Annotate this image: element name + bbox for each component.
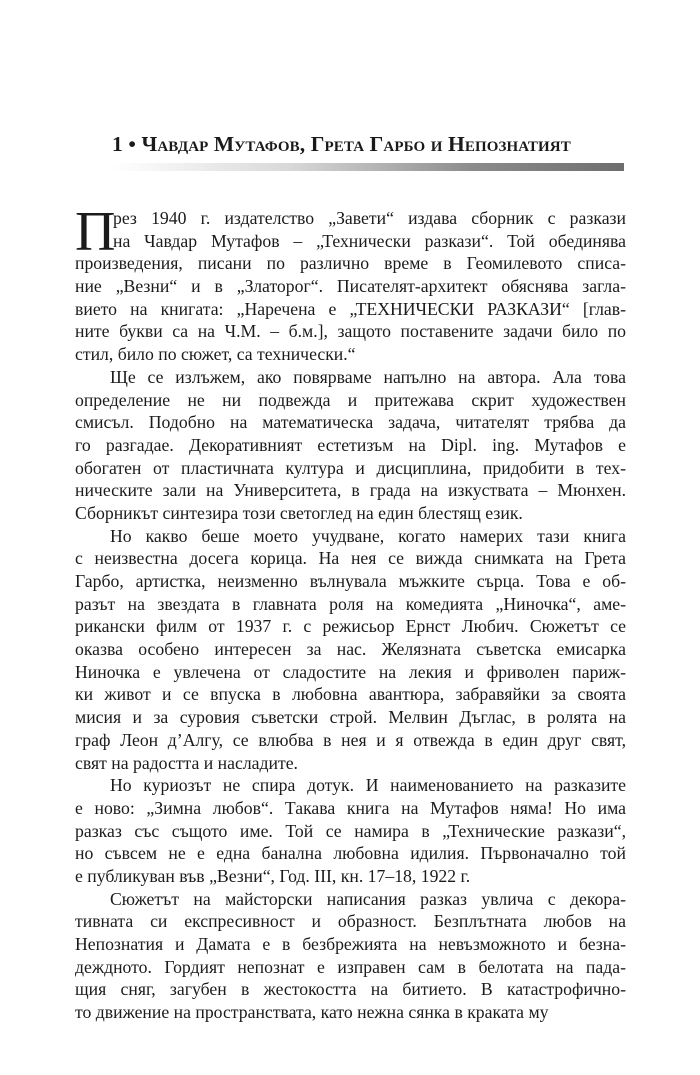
paragraph [75, 525, 626, 775]
text-line: Гарбо, артистка, неизменно вълнувала мъжките сърца. Това е об- [75, 571, 626, 591]
text-line: е ново: „Зимна любов“. Такава книга на Мутафов няма! Но има [75, 797, 626, 818]
chapter-title [112, 131, 624, 157]
text-line: с неизвестна досега корица. На нея се вижда снимката на Грета [75, 548, 626, 569]
text-line: разът на звездата в главната роля на комедията „Ниночка“, аме- [75, 593, 626, 614]
text-line: ническите зали на Университета, в града на изкуствата – Мюнхен. [75, 480, 626, 501]
text-line: произведения, писани по различно време в Геомилевото списа- [75, 253, 626, 274]
text-line: Ще се излъжем, ако повярваме напълно на автора. Ала това [110, 366, 626, 387]
text-line: деждното. Гордият непознат е изправен сам в белотата на пада- [75, 956, 626, 977]
text-line: щия сняг, загубен в жестокостта на битието. В катастрофично- [75, 979, 626, 1000]
paragraph [75, 774, 626, 887]
text-line: но съвсем не е една банална любовна идилия. Първоначално той [75, 843, 626, 864]
text-line: ните букви са на Ч.М. – б.м.], защото поставените задачи било по [75, 321, 626, 342]
text-line: на Чавдар Мутафов – „Технически разкази“. Той обединява [113, 230, 626, 251]
text-line: рез 1940 г. издателство „Завети“ издава сборник с разкази [113, 208, 626, 228]
body-text [75, 201, 626, 1024]
text-line: вието на книгата: „Наречена е „ТЕХНИЧЕСКИ РАЗКАЗИ“ [глав- [75, 298, 626, 319]
text-line: Сборникът синтезира този светоглед на един блестящ език. [75, 502, 523, 523]
text-line: оказва особено интересен за нас. Желязната съветска емисарка [75, 639, 626, 660]
text-line: мисия и за суровия съветски строй. Мелвин Дъглас, в ролята на [75, 707, 626, 728]
text-line: ки живот и се впуска в любовна авантюра, забравяйки за своята [75, 684, 626, 705]
text-line: ние „Везни“ и в „Златорог“. Писателят-архитект обяснява загла- [75, 276, 626, 297]
chapter-rule [112, 163, 624, 171]
paragraph [75, 366, 626, 525]
text-line: Но куриозът не спира дотук. И наименованието на разказите [110, 775, 626, 796]
paragraph [75, 201, 626, 366]
text-line: го разгадае. Декоративният естетизъм на Dipl. ing. Мутафов е [75, 434, 626, 455]
chapter-heading [112, 131, 624, 157]
text-line: тивната си експресивност и образност. Безплътната любов на [75, 911, 626, 932]
text-line: свят на радостта и насладите. [75, 752, 298, 773]
text-line: то движение на пространствата, като нежна сянка в краката му [75, 1002, 549, 1023]
paragraph [75, 888, 626, 1024]
text-line: обогатен от пластичната култура и дисциплина, придобити в тех- [75, 457, 626, 478]
chapter-bullet: • [128, 132, 136, 156]
text-line: Ниночка е увлечена от сладостите на лекия и фриволен париж- [75, 661, 626, 682]
chapter-number: 1 [112, 132, 123, 156]
text-line: стил, било по сюжет, са технически.“ [75, 344, 356, 365]
text-line: определение не ни подвежда и притежава скрит художествен [75, 389, 626, 410]
text-line: Непознатия и Дамата е в безбрежията на невъзможното и безна- [75, 934, 626, 954]
text-line: е публикуван във „Везни“, Год. III, кн. 17–18, 1922 г. [75, 865, 471, 886]
drop-cap: П [75, 201, 116, 263]
text-line: граф Леон д’Алгу, се влюбва в нея и я отвежда в един друг свят, [75, 729, 626, 750]
text-line: смисъл. Подобно на математическа задача, читателят трябва да [75, 412, 626, 433]
text-line: разказ със същото име. Той се намира в „Технические разкази“, [75, 820, 626, 841]
text-line: рикански филм от 1937 г. с режисьор Ернст Любич. Сюжетът се [75, 616, 626, 637]
text-line: Но какво беше моето учудване, когато намерих тази книга [110, 525, 626, 546]
chapter-title-text: Чавдар Мутафов, Грета Гарбо и Непознатият [141, 132, 571, 156]
text-line: Сюжетът на майсторски написания разказ увлича с декора- [110, 888, 626, 909]
